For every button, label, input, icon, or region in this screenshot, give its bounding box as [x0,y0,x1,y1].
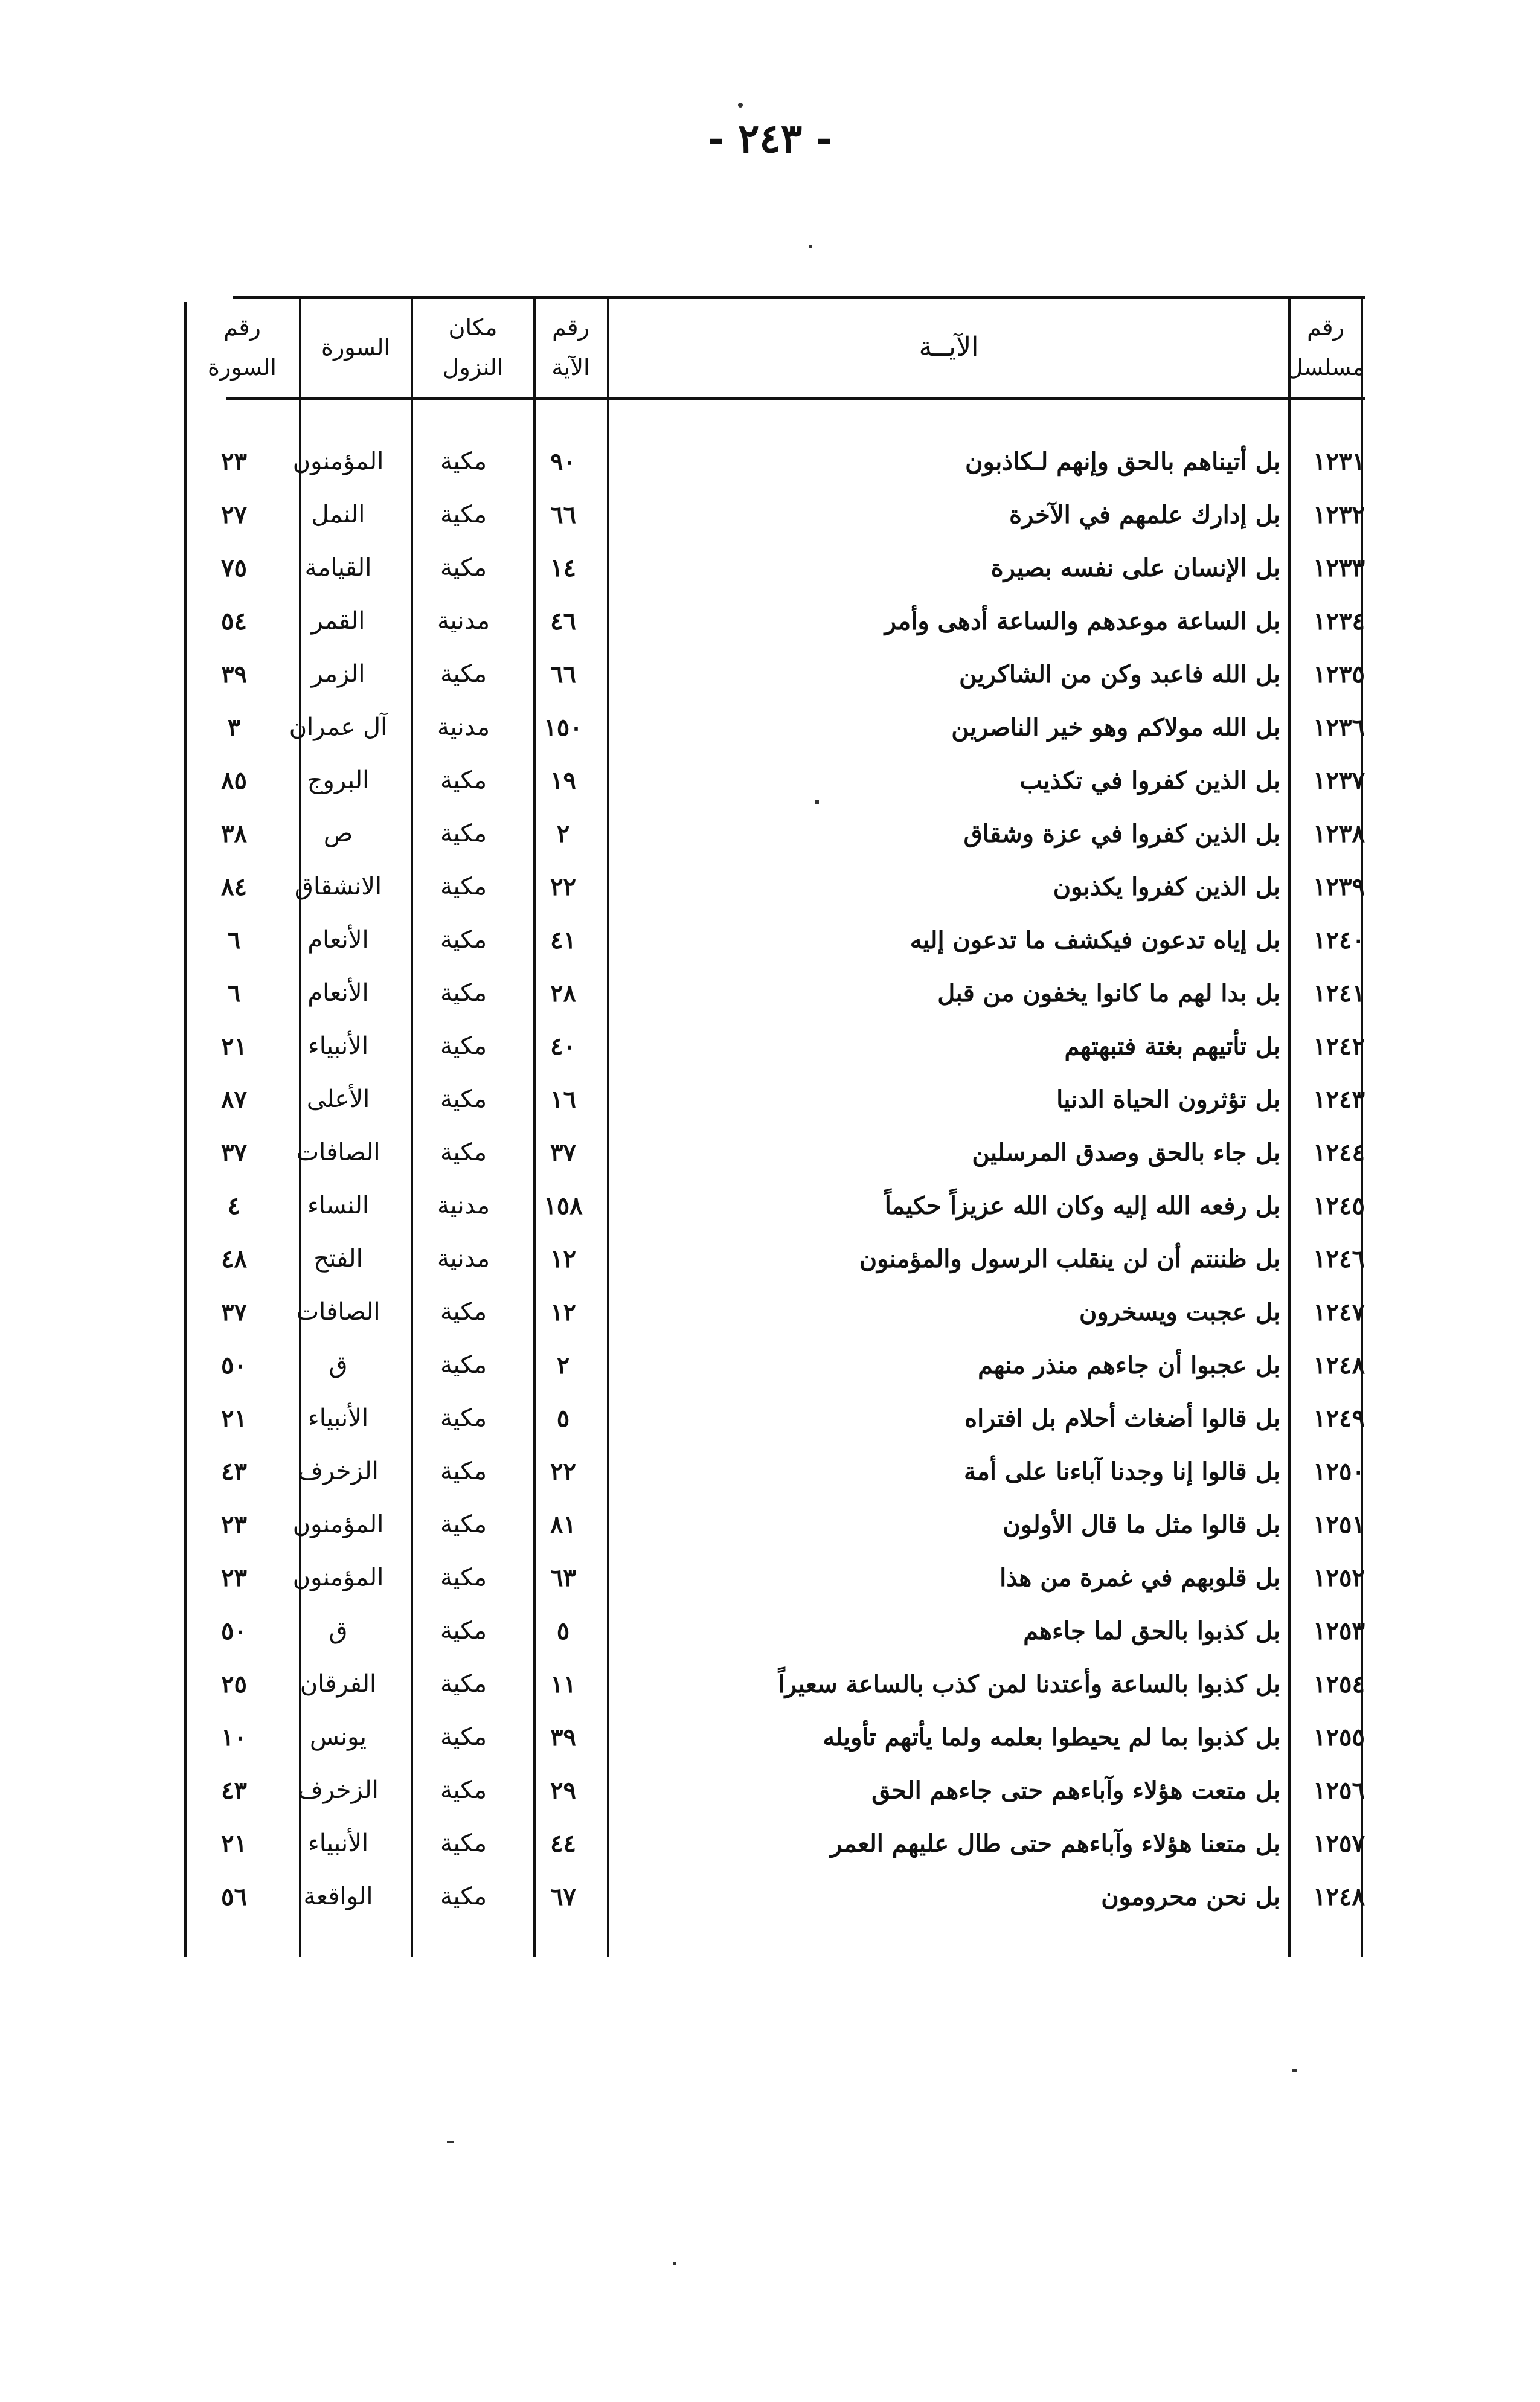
aya-number: ٤١ [550,925,576,954]
table-row [184,1338,1365,1392]
revelation-place: مكية [440,1032,487,1060]
verse-text: بل الله فاعبد وكن من الشاكرين [959,660,1280,689]
revelation-place: مكية [440,1670,487,1698]
serial-number: ١٢٥١ [1313,1510,1365,1539]
header-place-line1: مكان [448,314,498,341]
table-row [184,541,1365,594]
revelation-place: مكية [440,554,487,582]
surah-name: البروج [307,766,370,794]
header-surah-label: السورة [321,334,390,361]
header-aya-line2: الآية [551,354,590,381]
surah-number: ٥٦ [221,1882,247,1911]
verse-text: بل الإنسان على نفسه بصيرة [990,553,1280,582]
serial-number: ١٢٤٨ [1313,1350,1365,1379]
aya-number: ٢ [556,819,570,848]
header-serial-line1: رقم [1307,314,1344,341]
table-row [184,594,1365,647]
surah-name: آل عمران [289,713,388,741]
aya-number: ١١ [550,1669,576,1698]
header-serial-line2: مسلسل [1286,354,1365,381]
surah-name: الأنبياء [307,1404,369,1432]
surah-name: الأنعام [307,926,369,954]
header-place-line2: النزول [442,354,504,381]
surah-name: الأنبياء [307,1829,369,1857]
surah-number: ٥٠ [221,1350,247,1379]
serial-number: ١٢٤٠ [1313,925,1365,954]
surah-number: ٨٧ [221,1085,247,1114]
surah-name: القيامة [304,554,372,582]
aya-number: ٩٠ [550,447,576,476]
surah-number: ٢١ [221,1829,247,1858]
aya-number: ٣٧ [550,1138,576,1167]
table-row [184,1020,1365,1073]
serial-number: ١٢٥٢ [1313,1563,1365,1592]
table-row [184,807,1365,860]
header-verse [611,302,1287,393]
revelation-place: مكية [440,979,487,1007]
header-serial [1286,302,1365,393]
aya-number: ٢ [556,1350,570,1379]
serial-number: ١٢٤١ [1313,978,1365,1007]
table-row [184,647,1365,701]
header-aya-line1: رقم [552,314,589,341]
surah-number: ٤ [227,1191,241,1220]
revelation-place: مكية [440,1617,487,1645]
verse-text: بل عجبت ويسخرون [1079,1297,1280,1326]
surah-name: الأعلى [306,1085,370,1113]
aya-number: ٦٦ [550,660,576,689]
surah-number: ٤٨ [221,1244,247,1273]
table-row [184,701,1365,754]
header-bottom-rule [226,397,1365,400]
surah-number: ٧٥ [221,553,247,582]
header-aya-number [536,302,606,393]
serial-number: ١٢٥٥ [1313,1723,1365,1752]
surah-name: ق [329,1617,348,1645]
verse-text: بل قالوا مثل ما قال الأولون [1003,1510,1280,1539]
surah-name: الأنبياء [307,1032,369,1060]
surah-number: ٢٥ [221,1669,247,1698]
surah-name: الفتح [313,1245,363,1273]
aya-number: ٣٩ [550,1723,576,1752]
table-body [184,435,1365,1923]
verse-text: بل الذين كفروا في عزة وشقاق [963,819,1280,848]
revelation-place: مكية [440,1723,487,1751]
surah-number: ٣٧ [221,1138,247,1167]
surah-name: القمر [311,607,365,635]
table-row [184,1392,1365,1445]
surah-number: ٨٤ [221,872,247,901]
aya-number: ١٥٨ [544,1191,583,1220]
surah-number: ٥٠ [221,1616,247,1645]
verse-text: بل نحن محرومون [1101,1882,1280,1911]
page-number: - ٢٤٣ - [707,115,833,162]
serial-number: ١٢٥٠ [1313,1457,1365,1486]
verse-text: بل بدا لهم ما كانوا يخفون من قبل [937,978,1280,1007]
revelation-place: مكية [440,1564,487,1591]
table-row [184,1604,1365,1657]
verse-text: بل كذبوا بما لم يحيطوا بعلمه ولما يأتهم تأويله [823,1723,1280,1752]
scan-speck [738,103,743,108]
aya-number: ٢٨ [550,978,576,1007]
table-row [184,1498,1365,1551]
scan-speck [447,2141,454,2143]
surah-name: يونس [310,1723,367,1751]
revelation-place: مدنية [437,1192,490,1219]
table-row [184,1179,1365,1232]
verse-text: بل أتيناهم بالحق وإنهم لـكاذبون [965,447,1280,476]
revelation-place: مكية [440,1776,487,1804]
serial-number: ١٢٤٢ [1313,1032,1365,1061]
revelation-place: مدنية [437,607,490,635]
revelation-place: مدنية [437,713,490,741]
surah-number: ٥٤ [221,606,247,635]
table-top-rule [233,296,1365,299]
table-row [184,1126,1365,1179]
serial-number: ١٢٤٤ [1313,1138,1365,1167]
surah-name: الفرقان [300,1670,377,1698]
aya-number: ٢٢ [550,1457,576,1486]
revelation-place: مكية [440,660,487,688]
surah-name: المؤمنون [292,1511,384,1538]
aya-number: ١٩ [550,766,576,795]
verse-text: بل كذبوا بالحق لما جاءهم [1023,1616,1280,1645]
verse-text: بل جاء بالحق وصدق المرسلين [972,1138,1280,1167]
header-verse-label: الآيــة [919,332,979,362]
revelation-place: مكية [440,926,487,954]
revelation-place: مكية [440,820,487,847]
surah-number: ٣٨ [221,819,247,848]
surah-name: المؤمنون [292,1564,384,1591]
aya-number: ٤٦ [550,606,576,635]
surah-number: ٤٣ [221,1776,247,1805]
verse-text: بل رفعه الله إليه وكان الله عزيزاً حكيماً [884,1191,1280,1220]
aya-number: ١٥٠ [544,713,583,742]
surah-number: ٢١ [221,1404,247,1433]
table-row [184,1285,1365,1338]
serial-number: ١٢٣٤ [1313,606,1365,635]
surah-name: النمل [311,501,365,528]
revelation-place: مكية [440,448,487,475]
serial-number: ١٢٥٤ [1313,1669,1365,1698]
scan-speck [673,2262,676,2265]
revelation-place: مكية [440,873,487,901]
verse-text: بل متعت هؤلاء وآباءهم حتى جاءهم الحق [871,1776,1280,1805]
table-row [184,1710,1365,1764]
verse-text: بل عجبوا أن جاءهم منذر منهم [978,1350,1280,1379]
verse-text: بل إياه تدعون فيكشف ما تدعون إليه [910,925,1280,954]
surah-number: ٢٧ [221,500,247,529]
serial-number: ١٢٥٣ [1313,1616,1365,1645]
serial-number: ١٢٤٧ [1313,1297,1365,1326]
surah-name: الزمر [311,660,365,688]
table-row [184,1817,1365,1870]
verse-text: بل متعنا هؤلاء وآباءهم حتى طال عليهم العمر [830,1829,1280,1858]
aya-number: ١٢ [550,1297,576,1326]
revelation-place: مكية [440,1351,487,1379]
verse-text: بل إدارك علمهم في الآخرة [1009,500,1280,529]
table-row [184,1870,1365,1923]
table-row [184,1551,1365,1604]
surah-name: الواقعة [303,1883,373,1910]
aya-number: ٦٣ [550,1563,576,1592]
surah-number: ٦ [227,925,241,954]
aya-number: ١٦ [550,1085,576,1114]
revelation-place: مكية [440,1511,487,1538]
surah-name: النساء [307,1192,370,1219]
verse-text: بل كذبوا بالساعة وأعتدنا لمن كذب بالساعة سعيراً [778,1669,1280,1698]
table-row [184,754,1365,807]
serial-number: ١٢٤٥ [1313,1191,1365,1220]
verse-text: بل الذين كفروا يكذبون [1053,872,1280,901]
aya-number: ١٢ [550,1244,576,1273]
scan-speck [815,800,819,804]
aya-number: ٤٤ [550,1829,576,1858]
serial-number: ١٢٣٣ [1313,553,1365,582]
revelation-place: مكية [440,1138,487,1166]
surah-number: ٣٩ [221,660,247,689]
surah-number: ١٠ [221,1723,247,1752]
aya-number: ٤٠ [550,1032,576,1061]
table-row [184,1232,1365,1285]
verses-table [184,296,1365,1957]
scan-speck [1292,2069,1297,2072]
surah-name: الانشقاق [294,873,382,901]
revelation-place: مكية [440,501,487,528]
scan-speck [809,245,812,248]
aya-number: ٦٧ [550,1882,576,1911]
revelation-place: مدنية [437,1245,490,1273]
verse-text: بل قالوا أضغاث أحلام بل افتراه [964,1404,1280,1433]
surah-number: ٤٣ [221,1457,247,1486]
surah-number: ٣ [227,713,241,742]
surah-number: ٢٣ [221,1563,247,1592]
surah-number: ٦ [227,978,241,1007]
surah-name: الزخرف [298,1776,379,1804]
revelation-place: مكية [440,1085,487,1113]
serial-number: ١٢٣٧ [1313,766,1365,795]
surah-name: الأنعام [307,979,369,1007]
serial-number: ١٢٣٢ [1313,500,1365,529]
serial-number: ١٢٣٦ [1313,713,1365,742]
verse-text: بل الساعة موعدهم والساعة أدهى وأمر [884,606,1280,635]
verse-text: بل ظننتم أن لن ينقلب الرسول والمؤمنون [859,1244,1280,1273]
surah-number: ٢١ [221,1032,247,1061]
surah-number: ٨٥ [221,766,247,795]
header-surah [302,302,409,393]
table-row [184,1657,1365,1710]
header-surah-no-line1: رقم [223,314,261,341]
serial-number: ١٢٤٣ [1313,1085,1365,1114]
verse-text: بل قلوبهم في غمرة من هذا [999,1563,1280,1592]
surah-name: ق [329,1351,348,1379]
serial-number: ١٢٣٥ [1313,660,1365,689]
aya-number: ٥ [556,1404,570,1433]
surah-name: ص [323,820,353,847]
verse-text: بل تأتيهم بغتة فتبهتهم [1064,1032,1280,1061]
table-row [184,488,1365,541]
aya-number: ٥ [556,1616,570,1645]
surah-number: ٢٣ [221,447,247,476]
aya-number: ١٤ [550,553,576,582]
verse-text: بل الله مولاكم وهو خير الناصرين [951,713,1280,742]
serial-number: ١٢٣٨ [1313,819,1365,848]
header-place [414,302,532,393]
table-row [184,966,1365,1020]
serial-number: ١٢٣٩ [1313,872,1365,901]
table-row [184,1073,1365,1126]
table-row [184,1445,1365,1498]
table-row [184,913,1365,966]
serial-number: ١٢٤٦ [1313,1244,1365,1273]
aya-number: ٢٩ [550,1776,576,1805]
aya-number: ٦٦ [550,500,576,529]
serial-number: ١٢٥٦ [1313,1776,1365,1805]
surah-name: المؤمنون [292,448,384,475]
verse-text: بل قالوا إنا وجدنا آباءنا على أمة [963,1457,1280,1486]
revelation-place: مكية [440,1298,487,1326]
header-surah-no-line2: السورة [208,354,277,381]
surah-name: الصافات [296,1298,380,1326]
serial-number: ١٢٤٨ [1313,1882,1365,1911]
table-row [184,860,1365,913]
aya-number: ٢٢ [550,872,576,901]
surah-number: ٣٧ [221,1297,247,1326]
revelation-place: مكية [440,1404,487,1432]
verse-text: بل تؤثرون الحياة الدنيا [1056,1085,1280,1114]
revelation-place: مكية [440,1829,487,1857]
serial-number: ١٢٥٧ [1313,1829,1365,1858]
revelation-place: مكية [440,766,487,794]
surah-name: الصافات [296,1138,380,1166]
surah-name: الزخرف [298,1457,379,1485]
serial-number: ١٢٣١ [1313,447,1365,476]
header-surah-number [187,302,298,393]
revelation-place: مكية [440,1883,487,1910]
verse-text: بل الذين كفروا في تكذيب [1019,766,1280,795]
serial-number: ١٢٤٩ [1313,1404,1365,1433]
revelation-place: مكية [440,1457,487,1485]
table-row [184,1764,1365,1817]
surah-number: ٢٣ [221,1510,247,1539]
table-row [184,435,1365,488]
aya-number: ٨١ [550,1510,576,1539]
